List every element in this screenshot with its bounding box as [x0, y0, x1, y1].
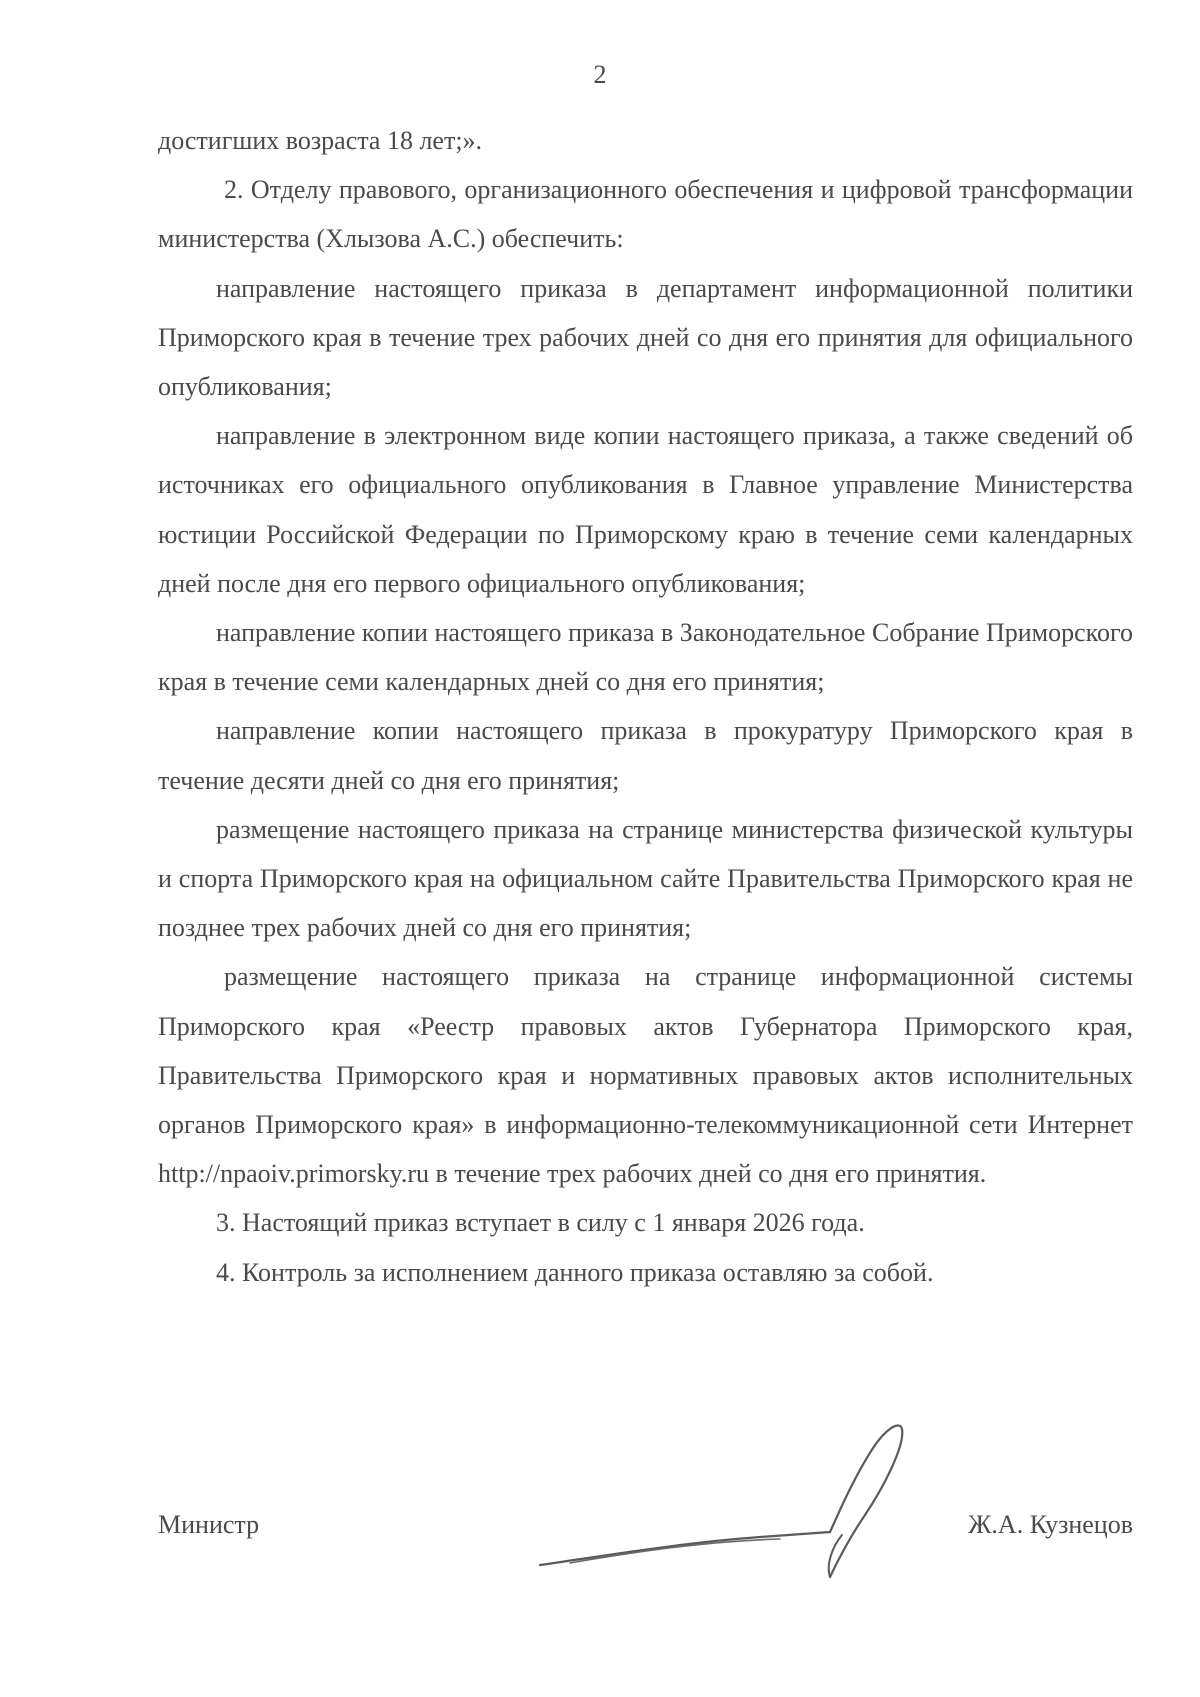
paragraph-ministry-justice: направление в электронном виде копии настоящего приказа, а также сведений об источниках его официального опубликования в Главное управление Министерства юстиции Российской Федерации по Приморскому краю в течение семи календарных дней после дня его первого официального опубликования;: [158, 421, 1133, 598]
paragraph-item-4: 4. Контроль за исполнением данного приказа оставляю за собой.: [216, 1257, 934, 1287]
handwritten-signature: [530, 1415, 920, 1595]
document-body: [158, 116, 1133, 1297]
page-number: 2: [593, 60, 607, 89]
paragraph-item-3: 3. Настоящий приказ вступает в силу с 1 января 2026 года.: [216, 1208, 865, 1238]
paragraph-item-2: 2. Отделу правового, организационного обеспечения и цифровой трансформации министерства (Хлызова А.С.) обеспечить:: [158, 175, 1133, 254]
paragraph-registry-system: размещение настоящего приказа на странице информационной системы Приморского края «Реестр правовых актов Губернатора Приморского края, Правительства Приморского края и нормативных правовых актов исполнительных органов Приморского края» в информационно-телекоммуникационной сети Интернет http://npaoiv.primorsky.ru в течение трех рабочих дней со дня его принятия.: [158, 962, 1133, 1189]
paragraph-dept-info-policy: направление настоящего приказа в департамент информационной политики Приморского края в течение трех рабочих дней со дня его принятия для официального опубликования;: [158, 273, 1133, 402]
paragraph-continuation: достигших возраста 18 лет;».: [158, 126, 483, 155]
signer-name: Ж.А. Кузнецов: [968, 1510, 1133, 1539]
signer-title: Министр: [158, 1510, 260, 1539]
signature-block: [158, 1510, 1133, 1550]
paragraph-legislative-assembly: направление копии настоящего приказа в Законодательное Собрание Приморского края в течение семи календарных дней со дня его принятия;: [158, 618, 1133, 697]
paragraph-prosecutor: направление копии настоящего приказа в прокуратуру Приморского края в течение десяти дней со дня его принятия;: [158, 716, 1133, 795]
paragraph-ministry-website: размещение настоящего приказа на странице министерства физической культуры и спорта Приморского края на официальном сайте Правительства Приморского края не позднее трех рабочих дней со дня его принятия;: [158, 814, 1133, 943]
